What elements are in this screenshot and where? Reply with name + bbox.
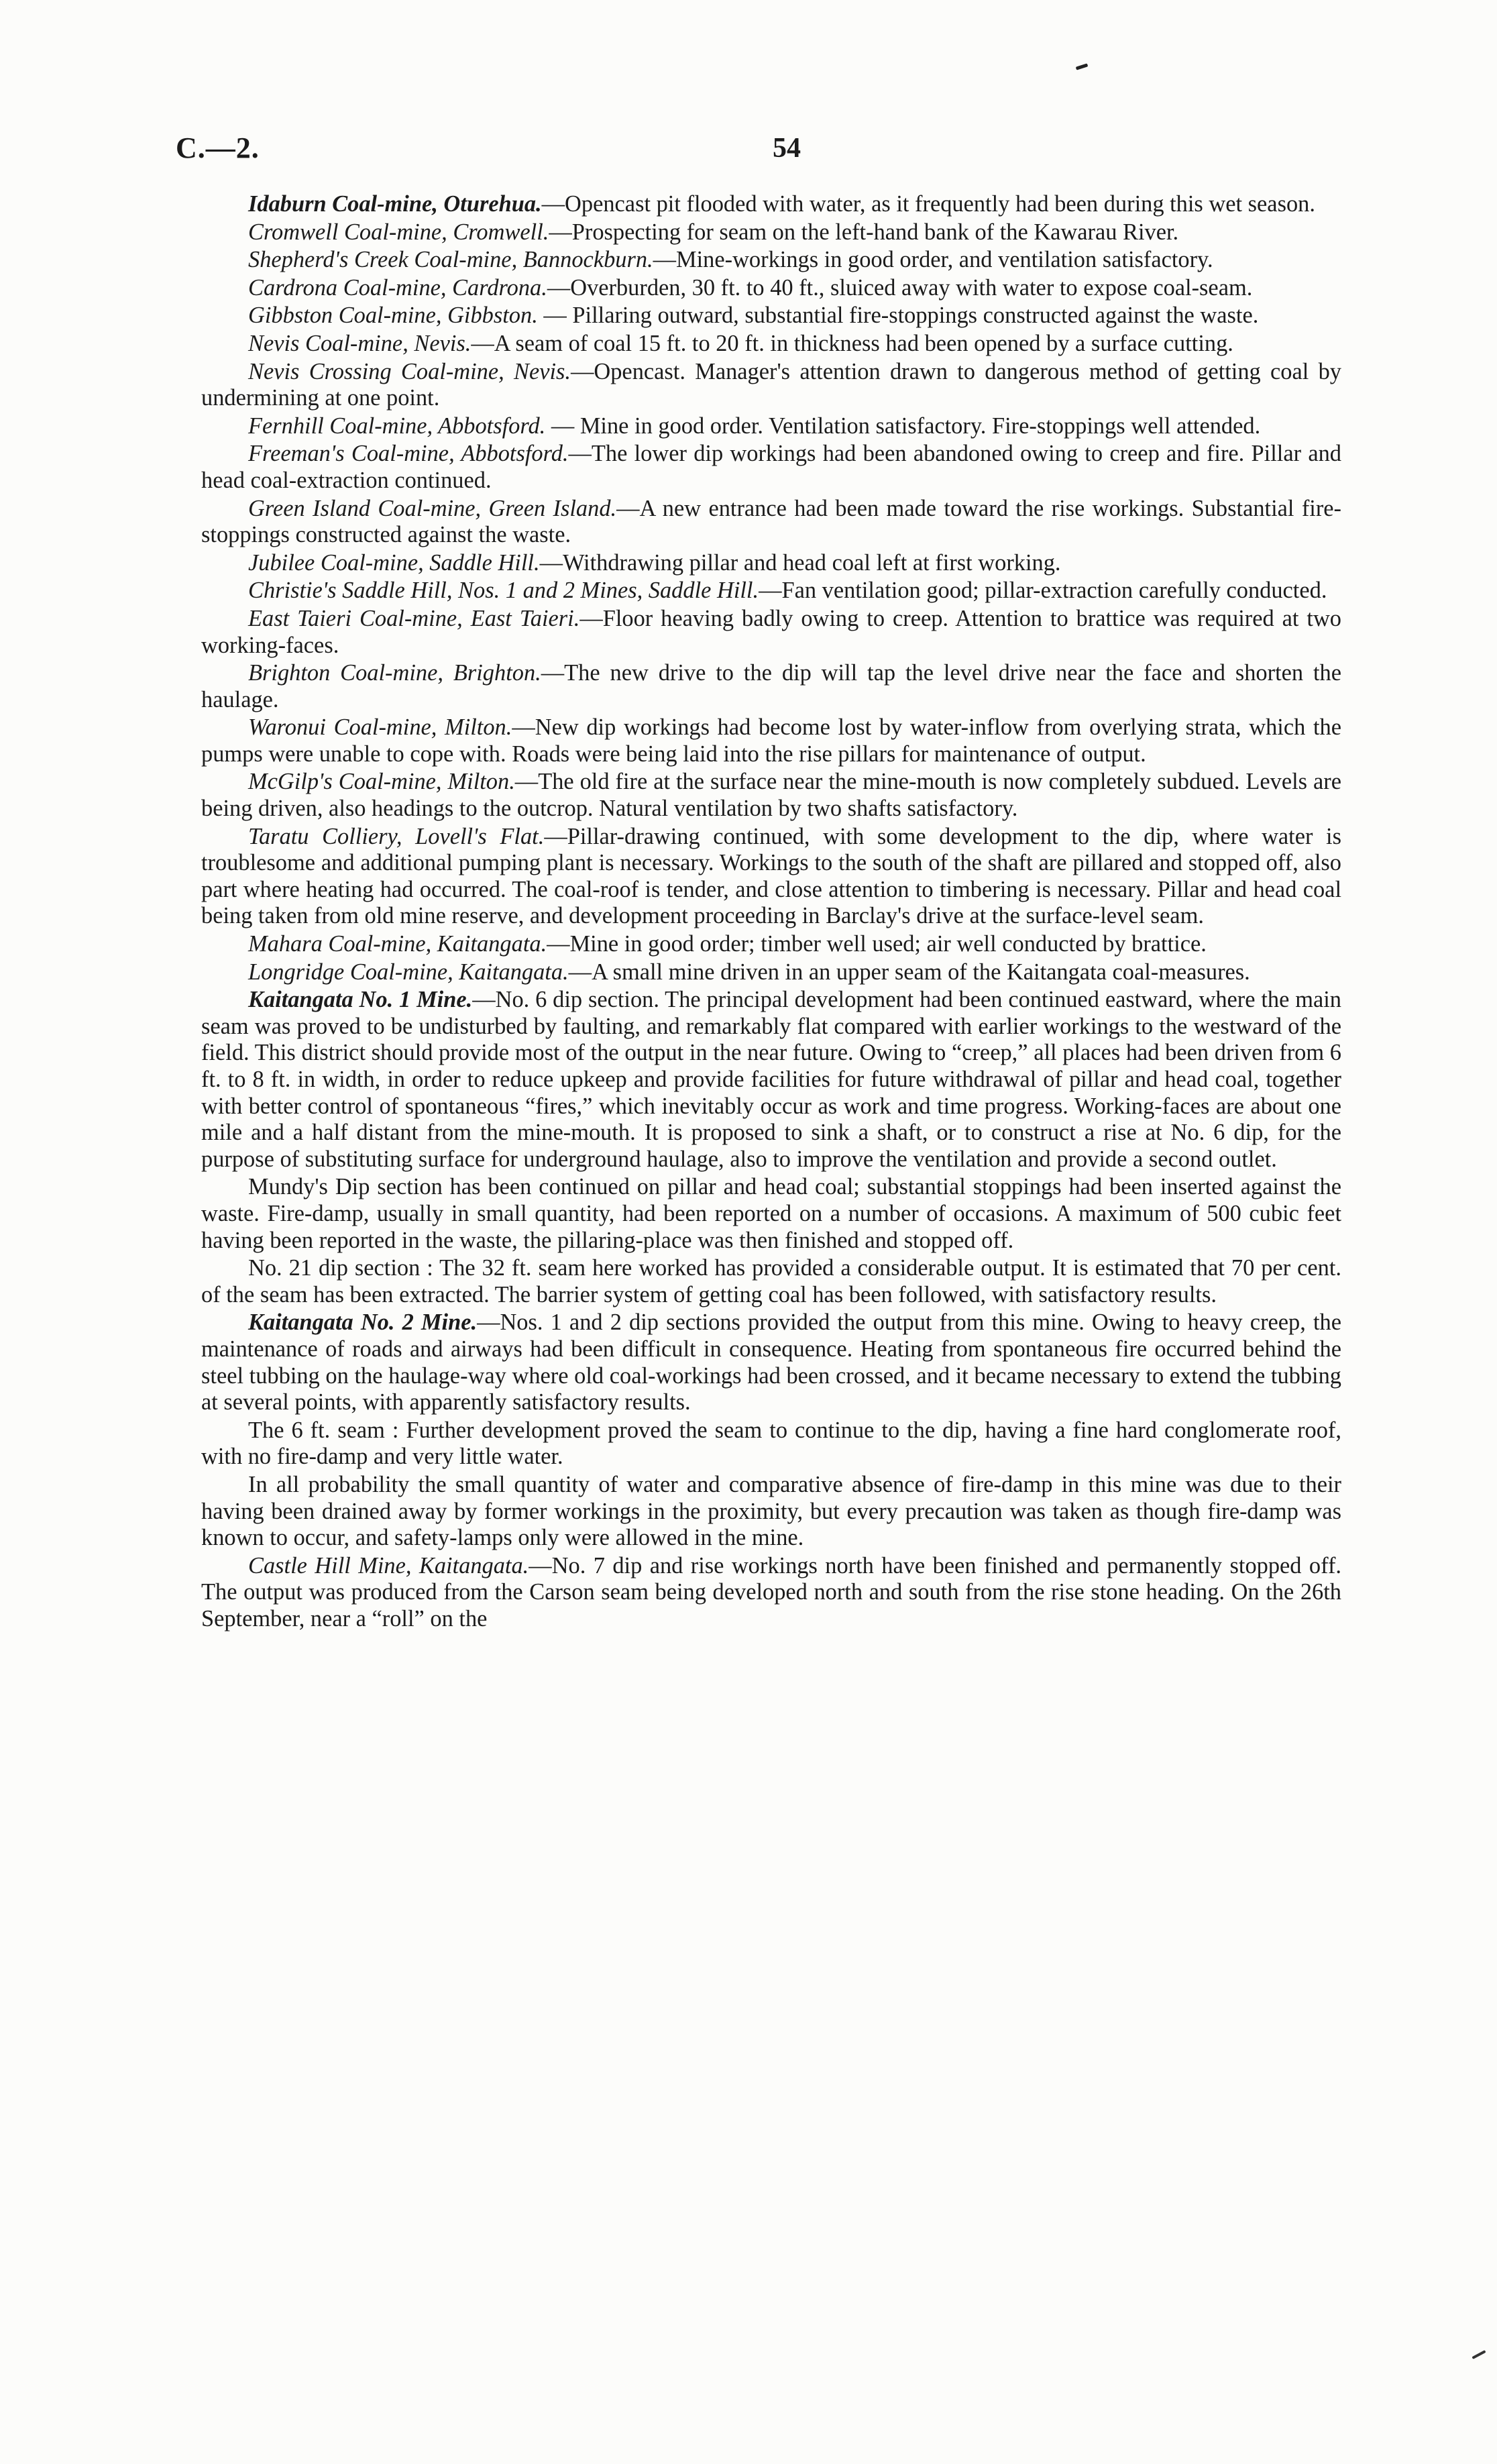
paragraph-text: —Nos. 1 and 2 dip sections provided the output from this mine. Owing to heavy creep, the maintenance of roads and airways had been difficult in consequence. Heating from spontaneous fire occurred behind the steel tubbing on the haulage-way where old coal-workings had been crossed, and it became necessary to extend the tubbing at several points, with apparently satisfactory results. [201,1309,1341,1415]
mine-name: McGilp's Coal-mine, Milton. [248,769,515,795]
paragraph-text: —Pillar-drawing continued, with some development to the dip, where water is troublesome and additional pumping plant is necessary. Workings to the south of the shaft are pillared and stopped off, also part where heating had occurred. The coal-roof is tender, and close attention to timbering is necessary. Pillar and head coal being taken from old mine reserve, and development proceeding in Barclay's drive at the surface-level seam. [201,823,1341,929]
paragraph [201,1255,1341,1308]
paragraph [201,413,1341,440]
mine-name: Nevis Crossing Coal-mine, Nevis. [248,358,571,384]
paragraph [201,191,1341,218]
paragraph-text: —No. 6 dip section. The principal development had been continued eastward, where the main seam was proved to be undisturbed by faulting, and remarkably flat compared with earlier workings to the westward of the field. This district should provide most of the output in the near future. Owing to “creep,” all places had been driven from 6 ft. to 8 ft. in width, in order to reduce upkeep and provide facilities for future withdrawal of pillar and head coal, together with better control of spontaneous “fires,” which inevitably occur as work and time progress. Working-faces are about one mile and a half distant from the mine-mouth. It is proposed to sink a shaft, or to construct a rise at No. 6 dip, for the purpose of substituting surface for underground haulage, also to improve the ventilation and provide a second outlet. [201,987,1341,1172]
paragraph-text: —No. 7 dip and rise workings north have been finished and permanently stopped off. The output was produced from the Carson seam being developed north and south from the rise stone heading. On the 26th September, near a “roll” on the [201,1552,1341,1631]
paragraph-text: No. 21 dip section : The 32 ft. seam here worked has provided a considerable output. It is estimated that 70 per cent. of the seam has been extracted. The barrier system of getting coal has been followed, with satisfactory results. [201,1255,1341,1307]
scan-mark [1076,63,1089,70]
paragraph-text: —Fan ventilation good; pillar-extraction carefully conducted. [759,578,1327,604]
paragraph-text: —A seam of coal 15 ft. to 20 ft. in thickness had been opened by a surface cutting. [471,330,1233,356]
mine-name: Waronui Coal-mine, Milton. [248,714,512,741]
paragraph [201,275,1341,302]
mine-name: Cardrona Coal-mine, Cardrona. [248,274,547,301]
paragraph [201,247,1341,274]
mine-name: Christie's Saddle Hill, Nos. 1 and 2 Mines, Saddle Hill. [248,578,759,604]
mine-name: Jubilee Coal-mine, Saddle Hill. [248,549,540,576]
mine-name: Castle Hill Mine, Kaitangata. [248,1552,529,1578]
mine-name: Green Island Coal-mine, Green Island. [248,495,617,521]
paragraph-text: —Mine-workings in good order, and ventilation satisfactory. [653,247,1213,273]
page-header [176,131,1349,171]
paragraph [201,219,1341,246]
paragraph [201,550,1341,577]
paragraph-text: —A small mine driven in an upper seam of the Kaitangata coal-measures. [568,959,1250,985]
paragraph [201,606,1341,659]
paragraph [201,660,1341,713]
paragraph [201,769,1341,822]
body-text [201,191,1341,1633]
paragraph [201,987,1341,1173]
paragraph [201,1174,1341,1254]
mine-name: Kaitangata No. 1 Mine. [248,987,473,1013]
paragraph-text: —Overburden, 30 ft. to 40 ft., sluiced away with water to expose coal-seam. [547,274,1253,301]
paragraph-text: — Pillaring outward, substantial fire-stoppings constructed against the waste. [537,303,1259,329]
document-code: C.—2. [176,131,260,164]
paragraph [201,824,1341,930]
paragraph-text: Mundy's Dip section has been continued on pillar and head coal; substantial stoppings had been inserted against the waste. Fire-damp, usually in small quantity, had been reported on a number of occasions. A maximum of 500 cubic feet having been reported in the waste, the pillaring-place was then finished and stopped off. [201,1174,1341,1253]
mine-name: Freeman's Coal-mine, Abbotsford. [248,441,569,467]
paragraph [201,331,1341,358]
mine-name: Brighton Coal-mine, Brighton. [248,660,541,686]
paragraph [201,1553,1341,1633]
mine-name: Cromwell Coal-mine, Cromwell. [248,219,549,245]
mine-name: Idaburn Coal-mine, Oturehua. [248,191,542,217]
paragraph-text: — Mine in good order. Ventilation satisfactory. Fire-stoppings well attended. [545,413,1261,439]
mine-name: Kaitangata No. 2 Mine. [248,1309,478,1336]
paragraph [201,303,1341,329]
mine-name: Fernhill Coal-mine, Abbotsford. [248,413,546,439]
paragraph-text: —New dip workings had become lost by water-inflow from overlying strata, which the pumps were unable to cope with. Roads were being laid into the rise pillars for maintenance of output. [201,714,1342,767]
paragraph-text: —Floor heaving badly owing to creep. Attention to brattice was required at two working-faces. [201,605,1341,658]
paragraph [201,359,1341,412]
mine-name: Nevis Coal-mine, Nevis. [248,330,472,356]
paragraph [201,441,1341,494]
mine-name: Gibbston Coal-mine, Gibbston. [248,303,538,329]
paragraph-text: —Opencast pit flooded with water, as it frequently had been during this wet season. [541,191,1315,217]
paragraph [201,959,1341,986]
paragraph [201,714,1341,767]
mine-name: Shepherd's Creek Coal-mine, Bannockburn. [248,247,653,273]
paragraph [201,1309,1341,1415]
mine-name: Longridge Coal-mine, Kaitangata. [248,959,569,985]
mine-name: East Taieri Coal-mine, East Taieri. [248,605,580,631]
paragraph-text: —The lower dip workings had been abandoned owing to creep and fire. Pillar and head coal-extraction continued. [201,441,1341,493]
paragraph-text: —The old fire at the surface near the mine-mouth is now completely subdued. Levels are being driven, also headings to the outcrop. Natural ventilation by two shafts satisfactory. [201,769,1341,822]
paragraph-text: The 6 ft. seam : Further development proved the seam to continue to the dip, having a fine hard conglomerate roof, with no fire-damp and very little water. [201,1417,1341,1470]
paragraph [201,496,1341,549]
paragraph-text: —Mine in good order; timber well used; air well conducted by brattice. [547,931,1207,957]
paragraph [201,578,1341,604]
scan-mark [1472,2350,1486,2359]
paragraph-text: —Withdrawing pillar and head coal left at first working. [539,549,1061,576]
mine-name: Mahara Coal-mine, Kaitangata. [248,931,547,957]
paragraph [201,1472,1341,1552]
paragraph-text: —Opencast. Manager's attention drawn to dangerous method of getting coal by undermining at one point. [201,358,1341,411]
paragraph [201,1417,1341,1470]
paragraph-text: —Prospecting for seam on the left-hand bank of the Kawarau River. [549,219,1179,245]
paragraph [201,931,1341,958]
mine-name: Taratu Colliery, Lovell's Flat. [248,823,545,849]
paragraph-text: —The new drive to the dip will tap the level drive near the face and shorten the haulage. [201,660,1341,712]
paragraph-text: In all probability the small quantity of water and comparative absence of fire-damp in this mine was due to their having been drained away by former workings in the proximity, but every precaution was taken as though fire-damp was known to occur, and safety-lamps only were allowed in the mine. [201,1471,1341,1551]
page-number: 54 [773,133,801,164]
paragraph-text: —A new entrance had been made toward the rise workings. Substantial fire-stoppings constructed against the waste. [201,495,1341,548]
